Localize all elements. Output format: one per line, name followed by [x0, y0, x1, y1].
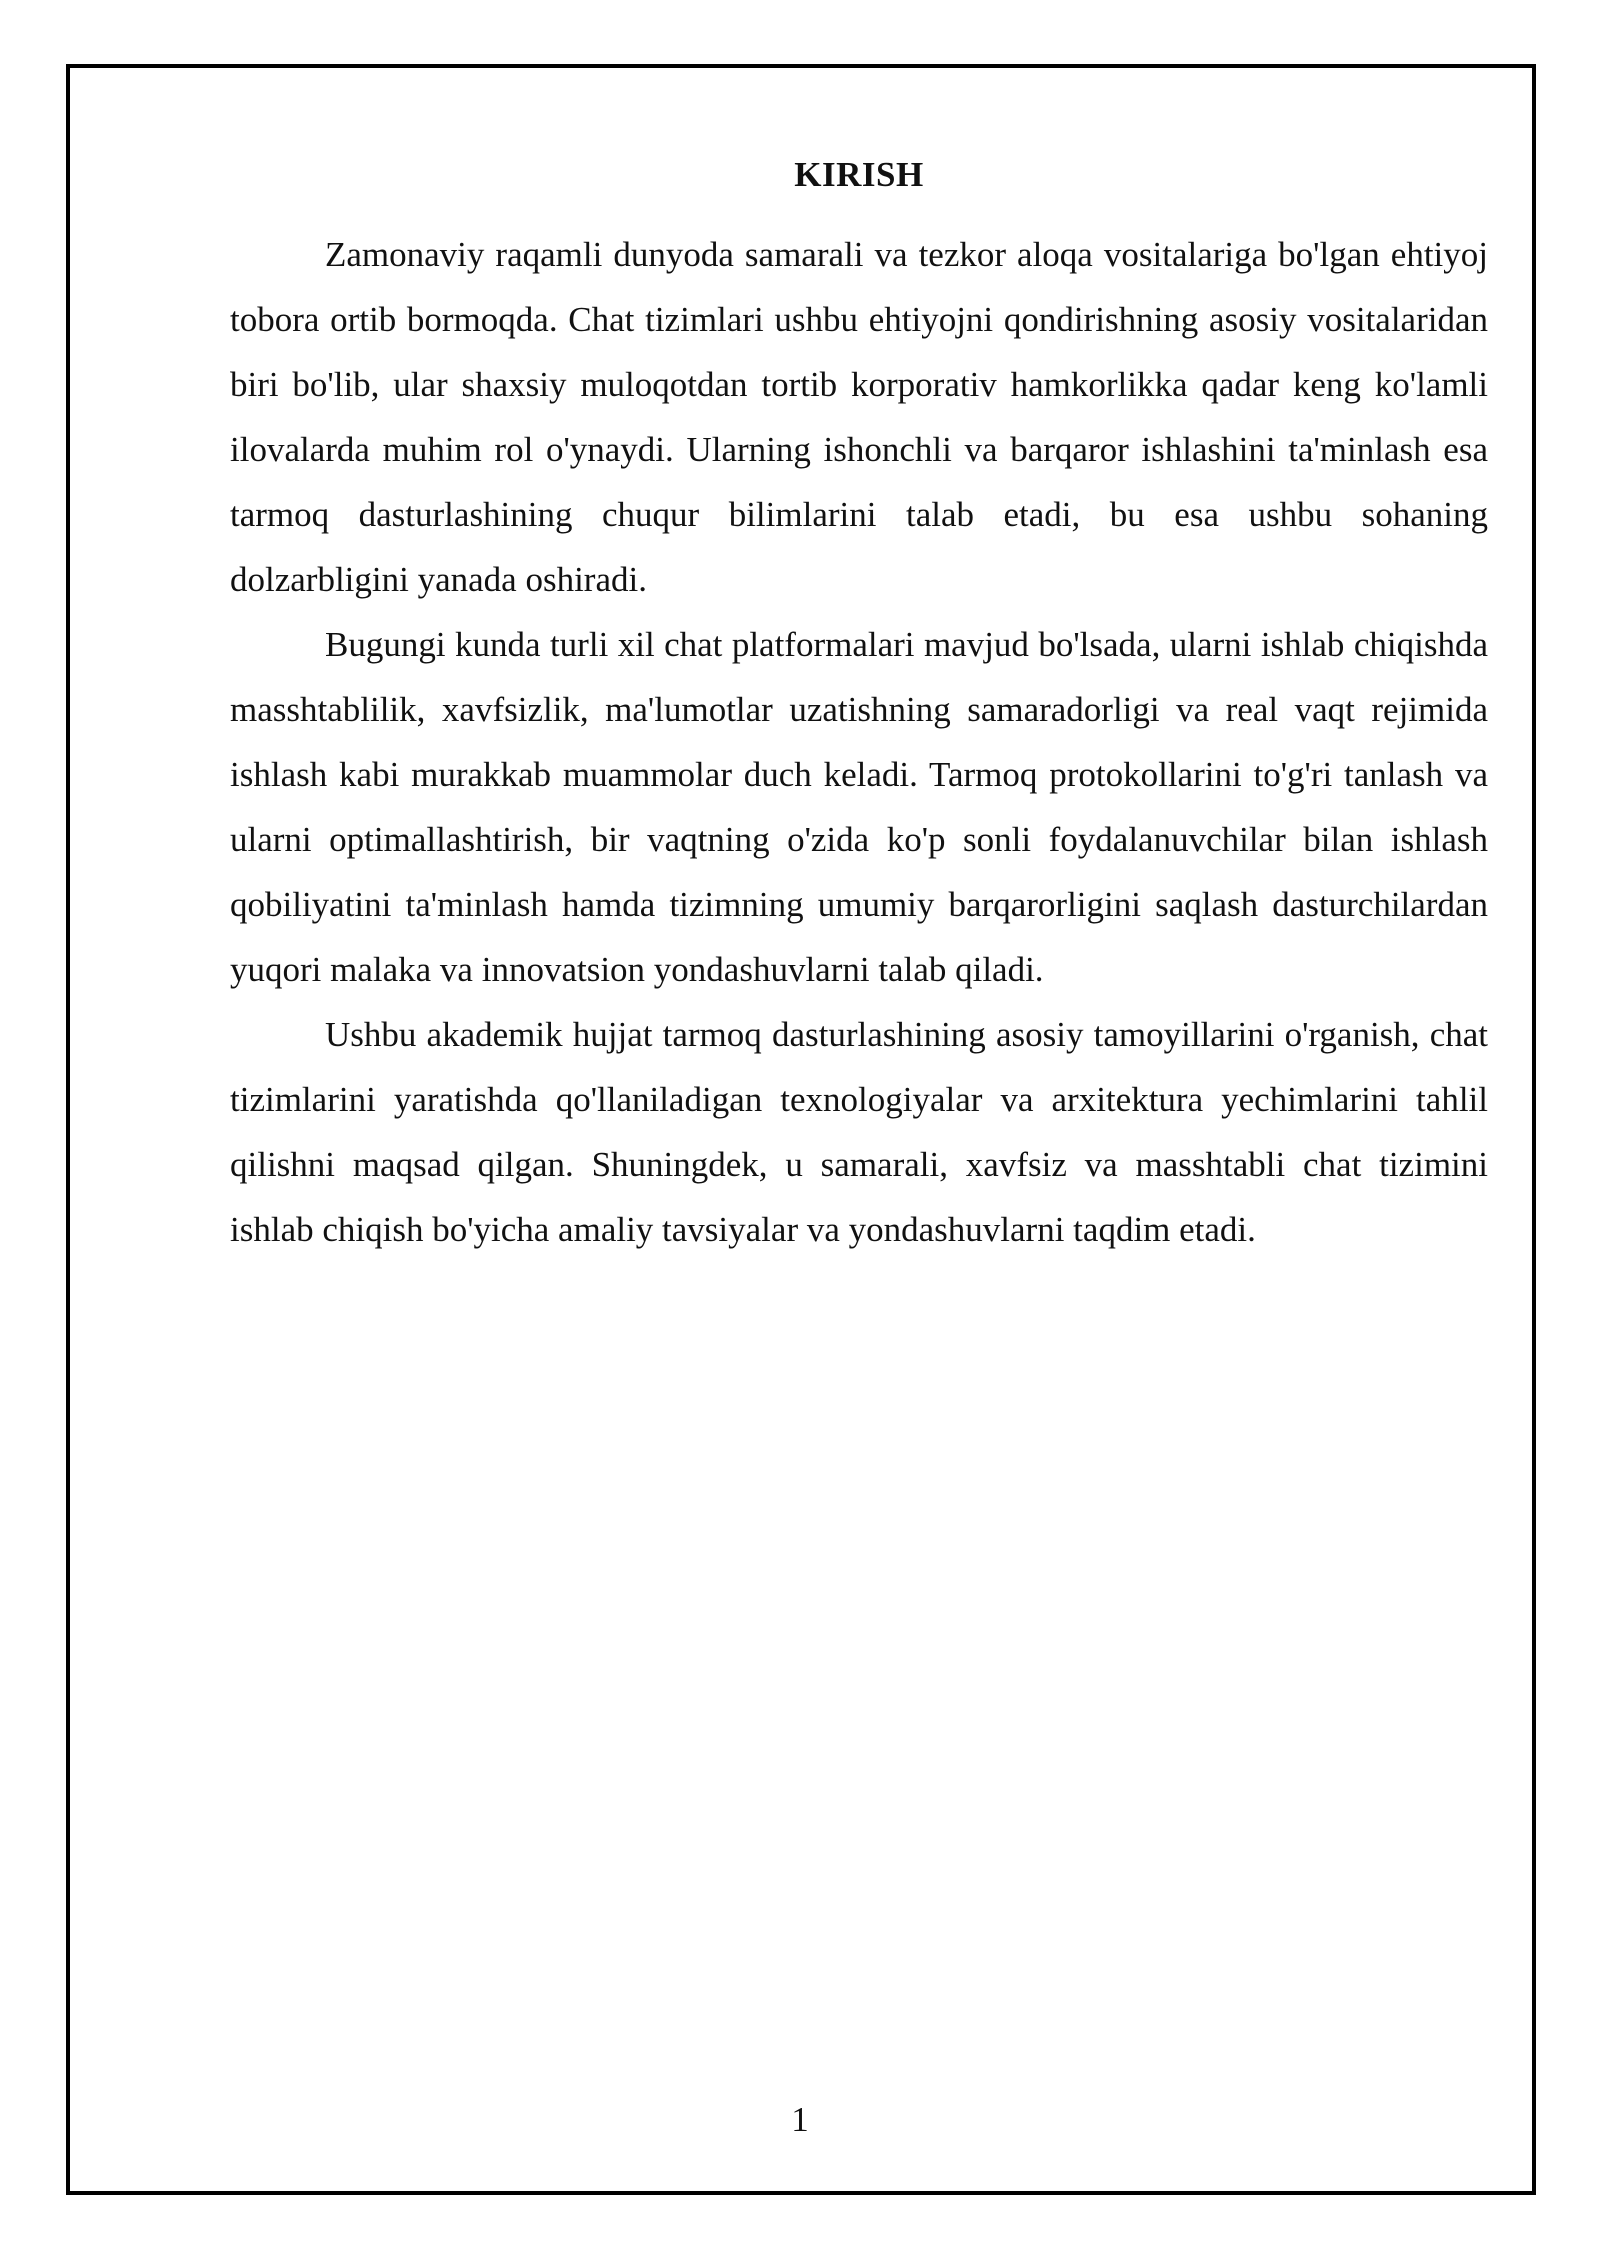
paragraph-1: Zamonaviy raqamli dunyoda samarali va tezkor aloqa vositalariga bo'lgan ehtiyoj tobora ortib bormoqda. Chat tizimlari ushbu ehtiyojni qondirishning asosiy vositalaridan biri bo'lib, ular shaxsiy muloqotdan tortib korporativ hamkorlikka qadar keng ko'lamli ilovalarda muhim rol o'ynaydi. Ularning ishonchli va barqaror ishlashini ta'minlash esa tarmoq dasturlashining chuqur bilimlarini talab etadi, bu esa ushbu sohaning dolzarbligini yanada oshiradi.: [230, 235, 1488, 599]
paragraph-3: Ushbu akademik hujjat tarmoq dasturlashining asosiy tamoyillarini o'rganish, chat tizimlarini yaratishda qo'llaniladigan texnologiyalar va arxitektura yechimlarini tahlil qilishni maqsad qilgan. Shuningdek, u samarali, xavfsiz va masshtabli chat tizimini ishlab chiqish bo'yicha amaliy tavsiyalar va yondashuvlarni taqdim etadi.: [230, 1015, 1488, 1249]
document-body: [230, 150, 1488, 1262]
page-number: 1: [791, 2100, 809, 2139]
paragraph-2: Bugungi kunda turli xil chat platformalari mavjud bo'lsada, ularni ishlab chiqishda masshtablilik, xavfsizlik, ma'lumotlar uzatishning samaradorligi va real vaqt rejimida ishlash kabi murakkab muammolar duch keladi. Tarmoq protokollarini to'g'ri tanlash va ularni optimallashtirish, bir vaqtning o'zida ko'p sonli foydalanuvchilar bilan ishlash qobiliyatini ta'minlash hamda tizimning umumiy barqarorligini saqlash dasturchilardan yuqori malaka va innovatsion yondashuvlarni talab qiladi.: [230, 625, 1488, 989]
section-title: KIRISH: [794, 155, 924, 194]
